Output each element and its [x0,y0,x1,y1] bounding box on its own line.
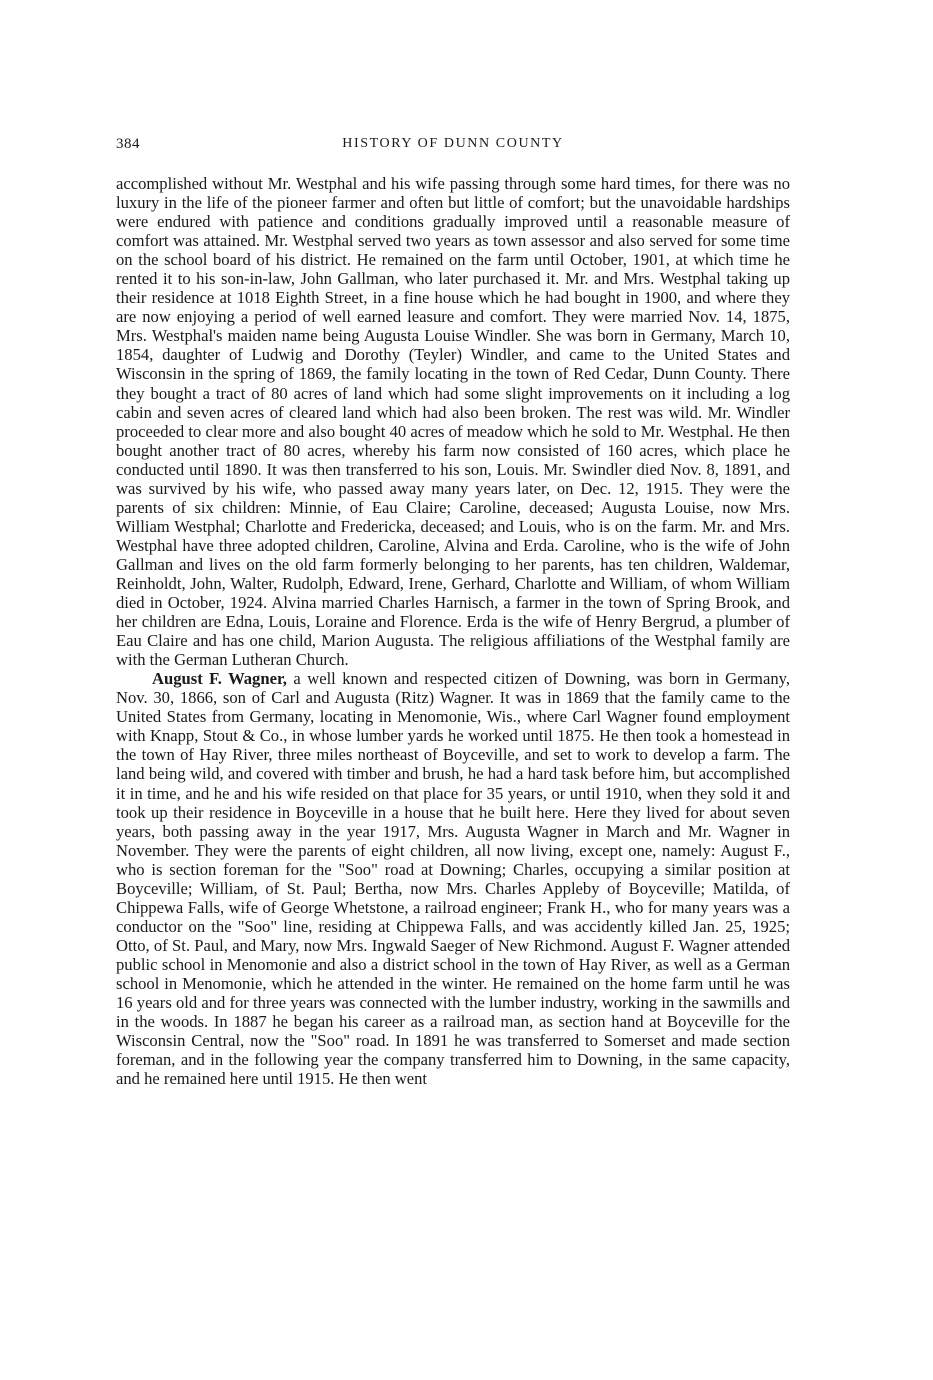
body-text [116,174,790,1088]
paragraph-westphal-continued: accomplished without Mr. Westphal and his wife passing through some hard times, for there was no luxury in the life of the pioneer farmer and often but little of comfort; but the unavoidable hardships were endured with patience and conditions gradually improved until a reasonable measure of comfort was attained. Mr. Westphal served two years as town assessor and also served for some time on the school board of his district. He remained on the farm until October, 1901, at which time he rented it to his son-in-law, John Gallman, who later purchased it. Mr. and Mrs. Westphal taking up their residence at 1018 Eighth Street, in a fine house which he had bought in 1900, and where they are now enjoying a period of well earned leasure and comfort. They were married Nov. 14, 1875, Mrs. Westphal's maiden name being Augusta Louise Windler. She was born in Germany, March 10, 1854, daughter of Ludwig and Dorothy (Teyler) Windler, and came to the United States and Wisconsin in the spring of 1869, the family locating in the town of Red Cedar, Dunn County. There they bought a tract of 80 acres of land which had some slight improvements on it including a log cabin and seven acres of cleared land which had also been broken. The rest was wild. Mr. Windler proceeded to clear more and also bought 40 acres of meadow which he sold to Mr. Westphal. He then bought another tract of 80 acres, whereby his farm now consisted of 160 acres, which place he conducted until 1890. It was then transferred to his son, Louis. Mr. Swindler died Nov. 8, 1891, and was survived by his wife, who passed away many years later, on Dec. 12, 1915. They were the parents of six children: Minnie, of Eau Claire; Caroline, deceased; Augusta Louise, now Mrs. William Westphal; Charlotte and Fredericka, deceased; and Louis, who is on the farm. Mr. and Mrs. Westphal have three adopted children, Caroline, Alvina and Erda. Caroline, who is the wife of John Gallman and lives on the old farm formerly belonging to her parents, has ten children, Waldemar, Reinholdt, John, Walter, Rudolph, Edward, Irene, Gerhard, Charlotte and William, of whom William died in October, 1924. Alvina married Charles Harnisch, a farmer in the town of Spring Brook, and her children are Edna, Louis, Loraine and Florence. Erda is the wife of Henry Bergrud, a plumber of Eau Claire and has one child, Marion Augusta. The religious affiliations of the Westphal family are with the German Lutheran Church. [116,174,790,670]
page-number: 384 [116,136,140,152]
running-head [116,136,790,158]
biography-subject-name: August F. Wagner, [152,669,287,689]
biography-text: a well known and respected citizen of Downing, was born in Germany, Nov. 30, 1866, son of Carl and Augusta (Ritz) Wagner. It was in 1869 that the family came to the United States from Germany, locating in Menomonie, Wis., where Carl Wagner found employment with Knapp, Stout & Co., in whose lumber yards he worked until 1875. He then took a homestead in the town of Hay River, three miles northeast of Boyceville, and set to work to develop a farm. The land being wild, and covered with timber and brush, he had a hard task before him, but accomplished it in time, and he and his wife resided on that place for 35 years, or until 1910, when they sold it and took up their residence in Boyceville in a house that he built here. Here they lived for about seven years, both passing away in the year 1917, Mrs. Augusta Wagner in March and Mr. Wagner in November. They were the parents of eight children, all now living, except one, namely: August F., who is section foreman for the "Soo" road at Downing; Charles, occupying a similar position at Boyceville; William, of St. Paul; Bertha, now Mrs. Charles Appleby of Boyceville; Matilda, of Chippewa Falls, wife of George Whetstone, a railroad engineer; Frank H., who for many years was a conductor on the "Soo" line, residing at Chippewa Falls, and was accidently killed Jan. 25, 1925; Otto, of St. Paul, and Mary, now Mrs. Ingwald Saeger of New Richmond. August F. Wagner attended public school in Menomonie and also a district school in the town of Hay River, as well as a German school in Menomonie, which he attended in the winter. He remained on the home farm until he was 16 years old and for three years was connected with the lumber industry, working in the sawmills and in the woods. In 1887 he began his career as a railroad man, as section hand at Boyceville for the Wisconsin Central, now the "Soo" road. In 1891 he was transferred to Somerset and made section foreman, and in the following year the company transferred him to Downing, in the same capacity, and he remained here until 1915. He then went [116,669,790,1089]
page-header-title: HISTORY OF DUNN COUNTY [342,136,564,151]
paragraph-wagner-biography [116,669,790,1088]
